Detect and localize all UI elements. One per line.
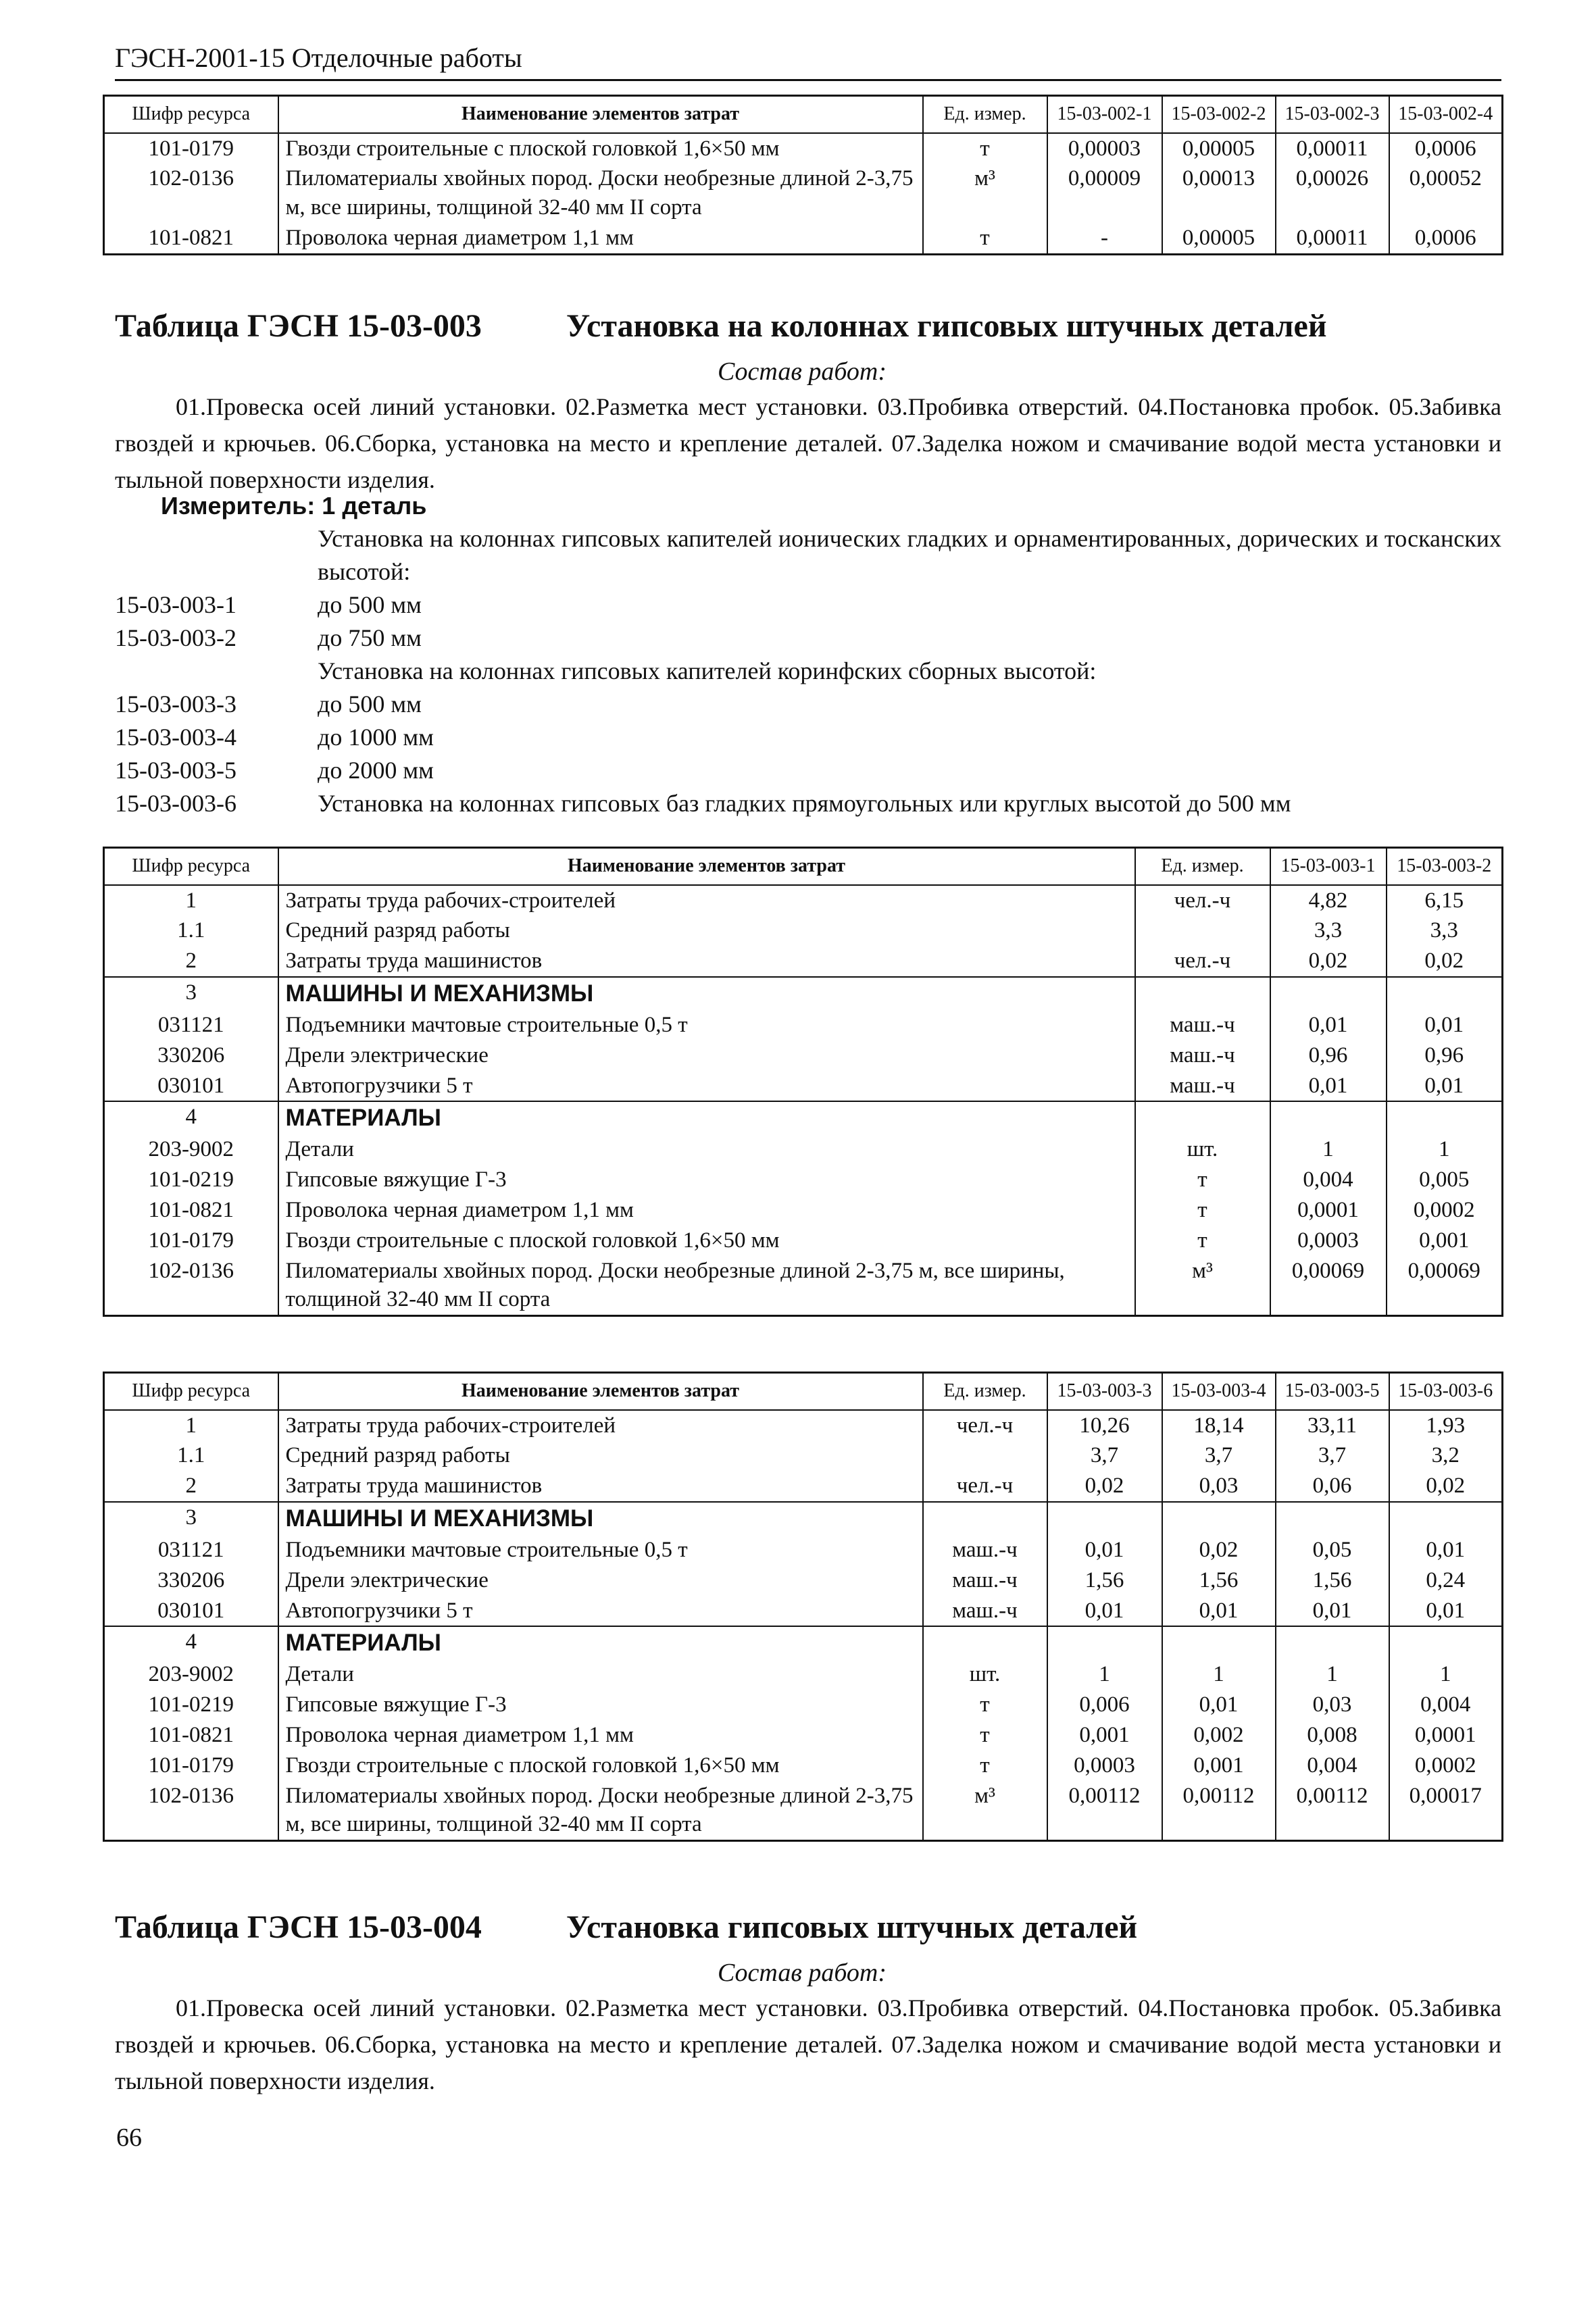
column-header: Ед. измер. bbox=[1135, 848, 1270, 885]
resource-name: Средний разряд работы bbox=[278, 1440, 923, 1471]
resource-table-15-03-002 bbox=[103, 95, 1503, 255]
norm-value bbox=[1270, 1101, 1387, 1134]
table-row bbox=[104, 1195, 1503, 1226]
resource-code: 1.1 bbox=[104, 915, 278, 946]
unit: чел.-ч bbox=[1135, 946, 1270, 977]
unit: т bbox=[1135, 1195, 1270, 1226]
norm-value: 0,02 bbox=[1047, 1471, 1162, 1502]
resource-code: 1 bbox=[104, 1410, 278, 1441]
norm-value: 0,00011 bbox=[1276, 223, 1389, 254]
resource-name: Затраты труда рабочих-строителей bbox=[278, 1410, 923, 1441]
norm-value: 1,56 bbox=[1047, 1565, 1162, 1596]
column-header: Шифр ресурса bbox=[104, 96, 278, 133]
norm-value: 0,001 bbox=[1162, 1751, 1276, 1781]
unit bbox=[1135, 977, 1270, 1010]
resource-name: Дрели электрические bbox=[278, 1040, 1135, 1071]
norm-item bbox=[115, 787, 1501, 820]
norm-value: 18,14 bbox=[1162, 1410, 1276, 1441]
measure-unit: Измеритель: 1 деталь bbox=[161, 492, 427, 520]
norm-item bbox=[115, 588, 1501, 622]
norm-code: 15-03-003-2 bbox=[115, 624, 236, 651]
norm-value: 0,01 bbox=[1389, 1535, 1503, 1565]
resource-code: 4 bbox=[104, 1101, 278, 1134]
work-composition-subtitle: Состав работ: bbox=[717, 357, 887, 386]
norm-value: 0,0003 bbox=[1047, 1751, 1162, 1781]
norm-value: 0,00017 bbox=[1389, 1781, 1503, 1841]
table-label: Таблица ГЭСН 15-03-004 bbox=[115, 1909, 482, 1945]
column-header: Шифр ресурса bbox=[104, 1373, 278, 1410]
norm-code: 15-03-003-6 bbox=[115, 790, 236, 817]
unit: т bbox=[923, 1690, 1047, 1720]
table-row bbox=[104, 946, 1503, 977]
unit: маш.-ч bbox=[1135, 1040, 1270, 1071]
resource-code: 031121 bbox=[104, 1535, 278, 1565]
table-row bbox=[104, 164, 1503, 223]
norm-value: 0,008 bbox=[1276, 1720, 1389, 1751]
resource-name: Гвозди строительные с плоской головкой 1,6×50 мм bbox=[278, 1751, 923, 1781]
norm-value: 0,01 bbox=[1270, 1071, 1387, 1102]
norm-value: 0,05 bbox=[1276, 1535, 1389, 1565]
unit: маш.-ч bbox=[923, 1535, 1047, 1565]
norm-value: 0,00112 bbox=[1162, 1781, 1276, 1841]
work-composition-text: 01.Провеска осей линий установки. 02.Разметка мест установки. 03.Пробивка отверстий. 04.Постановка пробок. 05.Забивка гвоздей и крючьев. 06.Сборка, установка на место и крепление деталей. 07.Заделка ножом и смачивание водой места установки и тыльной поверхности изделия. bbox=[115, 1994, 1501, 2094]
resource-code: 2 bbox=[104, 1471, 278, 1502]
resource-name: Подъемники мачтовые строительные 0,5 т bbox=[278, 1010, 1135, 1040]
norm-value: 0,00069 bbox=[1270, 1256, 1387, 1316]
norm-description: до 2000 мм bbox=[318, 757, 434, 784]
table-title-15-03-003 bbox=[115, 307, 1326, 345]
column-header: Ед. измер. bbox=[923, 96, 1047, 133]
norm-value: 0,00052 bbox=[1389, 164, 1503, 223]
table-row bbox=[104, 223, 1503, 254]
section-title: МАТЕРИАЛЫ bbox=[278, 1626, 923, 1659]
unit: чел.-ч bbox=[923, 1410, 1047, 1441]
column-header: 15-03-003-1 bbox=[1270, 848, 1387, 885]
column-header: 15-03-002-2 bbox=[1162, 96, 1276, 133]
norm-value bbox=[1270, 977, 1387, 1010]
resource-name: Затраты труда машинистов bbox=[278, 1471, 923, 1502]
norm-code bbox=[115, 522, 318, 588]
norm-value: 0,004 bbox=[1276, 1751, 1389, 1781]
unit: т bbox=[1135, 1226, 1270, 1256]
table-row bbox=[104, 1410, 1503, 1441]
norm-value: 33,11 bbox=[1276, 1410, 1389, 1441]
norm-description: Установка на колоннах гипсовых баз гладких прямоугольных или круглых высотой до 500 мм bbox=[318, 790, 1291, 817]
norm-value: 0,00009 bbox=[1047, 164, 1162, 223]
resource-name: Затраты труда машинистов bbox=[278, 946, 1135, 977]
norm-value: 0,96 bbox=[1270, 1040, 1387, 1071]
norm-value: 0,0002 bbox=[1387, 1195, 1503, 1226]
table-row bbox=[104, 1690, 1503, 1720]
unit bbox=[923, 1440, 1047, 1471]
unit: т bbox=[923, 133, 1047, 164]
norm-value: 3,3 bbox=[1270, 915, 1387, 946]
norm-value: 1,56 bbox=[1276, 1565, 1389, 1596]
norm-item bbox=[115, 522, 1501, 588]
unit bbox=[1135, 1101, 1270, 1134]
column-header: 15-03-003-3 bbox=[1047, 1373, 1162, 1410]
norm-value: 0,01 bbox=[1387, 1071, 1503, 1102]
resource-code: 101-0219 bbox=[104, 1690, 278, 1720]
norm-value: 0,00005 bbox=[1162, 223, 1276, 254]
table-row bbox=[104, 1040, 1503, 1071]
norm-value: 0,02 bbox=[1389, 1471, 1503, 1502]
norm-value: 4,82 bbox=[1270, 885, 1387, 916]
table-header-row bbox=[104, 848, 1503, 885]
column-header: 15-03-002-3 bbox=[1276, 96, 1389, 133]
table-label: Таблица ГЭСН 15-03-003 bbox=[115, 308, 482, 344]
resource-code: 101-0179 bbox=[104, 133, 278, 164]
norm-value: 0,004 bbox=[1389, 1690, 1503, 1720]
norm-value: 0,01 bbox=[1047, 1596, 1162, 1627]
unit bbox=[923, 1626, 1047, 1659]
resource-code: 203-9002 bbox=[104, 1134, 278, 1165]
norm-code: 15-03-003-3 bbox=[115, 690, 236, 718]
norm-value bbox=[1162, 1502, 1276, 1535]
norm-description: Установка на колоннах гипсовых капителей коринфских сборных высотой: bbox=[318, 657, 1097, 684]
norm-description: до 500 мм bbox=[318, 591, 422, 618]
resource-code: 3 bbox=[104, 977, 278, 1010]
section-row bbox=[104, 977, 1503, 1010]
table-header-row bbox=[104, 1373, 1503, 1410]
table-heading: Установка на колоннах гипсовых штучных деталей bbox=[566, 308, 1327, 344]
section-row bbox=[104, 1502, 1503, 1535]
resource-code: 031121 bbox=[104, 1010, 278, 1040]
column-header: 15-03-003-2 bbox=[1387, 848, 1503, 885]
norm-value: 10,26 bbox=[1047, 1410, 1162, 1441]
norm-value: 0,02 bbox=[1387, 946, 1503, 977]
table-row bbox=[104, 1535, 1503, 1565]
resource-code: 1 bbox=[104, 885, 278, 916]
table-row bbox=[104, 1596, 1503, 1627]
norm-value bbox=[1276, 1626, 1389, 1659]
norm-code: 15-03-003-4 bbox=[115, 724, 236, 751]
resource-name: Автопогрузчики 5 т bbox=[278, 1596, 923, 1627]
section-row bbox=[104, 1101, 1503, 1134]
resource-name: Средний разряд работы bbox=[278, 915, 1135, 946]
norm-value: 0,004 bbox=[1270, 1165, 1387, 1195]
resource-name: Проволока черная диаметром 1,1 мм bbox=[278, 223, 923, 254]
norm-value bbox=[1389, 1626, 1503, 1659]
norm-value: 0,02 bbox=[1162, 1535, 1276, 1565]
unit: т bbox=[923, 223, 1047, 254]
column-header: Ед. измер. bbox=[923, 1373, 1047, 1410]
norm-value bbox=[1276, 1502, 1389, 1535]
resource-name: Гвозди строительные с плоской головкой 1,6×50 мм bbox=[278, 133, 923, 164]
norm-code: 15-03-003-1 bbox=[115, 591, 236, 618]
column-header: 15-03-002-4 bbox=[1389, 96, 1503, 133]
column-header: Наименование элементов затрат bbox=[278, 848, 1135, 885]
column-header: 15-03-002-1 bbox=[1047, 96, 1162, 133]
resource-name: Пиломатериалы хвойных пород. Доски необрезные длиной 2-3,75 м, все ширины, толщиной 32-40 мм II сорта bbox=[278, 164, 923, 223]
unit: маш.-ч bbox=[923, 1596, 1047, 1627]
norm-item bbox=[115, 622, 1501, 655]
norm-value: 0,06 bbox=[1276, 1471, 1389, 1502]
norm-value: 1 bbox=[1387, 1134, 1503, 1165]
norm-value: 3,7 bbox=[1047, 1440, 1162, 1471]
resource-name: Затраты труда рабочих-строителей bbox=[278, 885, 1135, 916]
norm-item bbox=[115, 721, 1501, 754]
norm-value: 0,00013 bbox=[1162, 164, 1276, 223]
resource-name: Детали bbox=[278, 1134, 1135, 1165]
norm-description: до 1000 мм bbox=[318, 724, 434, 751]
column-header: 15-03-003-6 bbox=[1389, 1373, 1503, 1410]
norm-value: 0,006 bbox=[1047, 1690, 1162, 1720]
table-row bbox=[104, 915, 1503, 946]
norm-value bbox=[1047, 1626, 1162, 1659]
section-title: МАТЕРИАЛЫ bbox=[278, 1101, 1135, 1134]
norm-code: 15-03-003-5 bbox=[115, 757, 236, 784]
work-composition-text: 01.Провеска осей линий установки. 02.Разметка мест установки. 03.Пробивка отверстий. 04.Постановка пробок. 05.Забивка гвоздей и крючьев. 06.Сборка, установка на место и крепление деталей. 07.Заделка ножом и смачивание водой места установки и тыльной поверхности изделия. bbox=[115, 393, 1501, 493]
table-header-row bbox=[104, 96, 1503, 133]
resource-name: Автопогрузчики 5 т bbox=[278, 1071, 1135, 1102]
norm-value: 3,7 bbox=[1162, 1440, 1276, 1471]
norm-value: 1,56 bbox=[1162, 1565, 1276, 1596]
resource-name: Проволока черная диаметром 1,1 мм bbox=[278, 1195, 1135, 1226]
norm-item bbox=[115, 754, 1501, 787]
norm-value: 0,0001 bbox=[1270, 1195, 1387, 1226]
table-row bbox=[104, 1134, 1503, 1165]
resource-code: 101-0219 bbox=[104, 1165, 278, 1195]
resource-name: Проволока черная диаметром 1,1 мм bbox=[278, 1720, 923, 1751]
section-title: МАШИНЫ И МЕХАНИЗМЫ bbox=[278, 977, 1135, 1010]
unit: шт. bbox=[923, 1659, 1047, 1690]
norm-value: 0,96 bbox=[1387, 1040, 1503, 1071]
norm-value: 0,0006 bbox=[1389, 223, 1503, 254]
resource-name: Гипсовые вяжущие Г-3 bbox=[278, 1690, 923, 1720]
norm-value bbox=[1162, 1626, 1276, 1659]
norm-description: до 750 мм bbox=[318, 624, 422, 651]
norm-value: 0,01 bbox=[1276, 1596, 1389, 1627]
table-row bbox=[104, 1781, 1503, 1841]
resource-code: 102-0136 bbox=[104, 1781, 278, 1841]
resource-table-15-03-003-b bbox=[103, 1372, 1503, 1842]
norm-item bbox=[115, 688, 1501, 721]
norm-value bbox=[1387, 1101, 1503, 1134]
resource-code: 030101 bbox=[104, 1071, 278, 1102]
column-header: 15-03-003-4 bbox=[1162, 1373, 1276, 1410]
resource-table-15-03-003-a bbox=[103, 847, 1503, 1317]
norm-value: 6,15 bbox=[1387, 885, 1503, 916]
resource-code: 203-9002 bbox=[104, 1659, 278, 1690]
resource-name: Пиломатериалы хвойных пород. Доски необрезные длиной 2-3,75 м, все ширины, толщиной 32-40 мм II сорта bbox=[278, 1781, 923, 1841]
resource-code: 3 bbox=[104, 1502, 278, 1535]
unit: маш.-ч bbox=[1135, 1010, 1270, 1040]
norm-value: 0,01 bbox=[1270, 1010, 1387, 1040]
table-row bbox=[104, 1659, 1503, 1690]
column-header: Шифр ресурса bbox=[104, 848, 278, 885]
norm-code bbox=[115, 655, 318, 688]
column-header: Наименование элементов затрат bbox=[278, 1373, 923, 1410]
norm-value: 0,03 bbox=[1162, 1471, 1276, 1502]
unit bbox=[923, 1502, 1047, 1535]
resource-code: 2 bbox=[104, 946, 278, 977]
norm-value: 0,005 bbox=[1387, 1165, 1503, 1195]
unit: чел.-ч bbox=[1135, 885, 1270, 916]
norm-value: 3,3 bbox=[1387, 915, 1503, 946]
norm-items-list bbox=[115, 522, 1501, 820]
unit bbox=[1135, 915, 1270, 946]
norm-value: 0,0002 bbox=[1389, 1751, 1503, 1781]
resource-name: Гипсовые вяжущие Г-3 bbox=[278, 1165, 1135, 1195]
resource-code: 102-0136 bbox=[104, 164, 278, 223]
resource-code: 101-0821 bbox=[104, 223, 278, 254]
resource-name: Пиломатериалы хвойных пород. Доски необрезные длиной 2-3,75 м, все ширины, толщиной 32-40 мм II сорта bbox=[278, 1256, 1135, 1316]
norm-value: 0,001 bbox=[1387, 1226, 1503, 1256]
unit: маш.-ч bbox=[923, 1565, 1047, 1596]
table-row bbox=[104, 1165, 1503, 1195]
resource-code: 102-0136 bbox=[104, 1256, 278, 1316]
page-header: ГЭСН-2001-15 Отделочные работы bbox=[115, 42, 1501, 81]
table-row bbox=[104, 1440, 1503, 1471]
norm-value: 0,00026 bbox=[1276, 164, 1389, 223]
norm-value: 0,00112 bbox=[1276, 1781, 1389, 1841]
resource-code: 330206 bbox=[104, 1040, 278, 1071]
column-header: Наименование элементов затрат bbox=[278, 96, 923, 133]
norm-value: 1 bbox=[1162, 1659, 1276, 1690]
table-row bbox=[104, 1720, 1503, 1751]
norm-value: 0,00003 bbox=[1047, 133, 1162, 164]
norm-value: 0,01 bbox=[1389, 1596, 1503, 1627]
norm-value: 1 bbox=[1047, 1659, 1162, 1690]
norm-value: 0,0006 bbox=[1389, 133, 1503, 164]
work-composition-subtitle: Состав работ: bbox=[717, 1959, 887, 1987]
norm-value: 0,00069 bbox=[1387, 1256, 1503, 1316]
norm-value: 1 bbox=[1389, 1659, 1503, 1690]
table-heading: Установка гипсовых штучных деталей bbox=[566, 1909, 1138, 1945]
norm-value bbox=[1389, 1502, 1503, 1535]
unit: т bbox=[923, 1720, 1047, 1751]
resource-code: 101-0821 bbox=[104, 1720, 278, 1751]
norm-value: 0,0003 bbox=[1270, 1226, 1387, 1256]
unit: м³ bbox=[923, 164, 1047, 223]
table-row bbox=[104, 1226, 1503, 1256]
norm-value: 1 bbox=[1270, 1134, 1387, 1165]
table-row bbox=[104, 1471, 1503, 1502]
norm-value: 0,01 bbox=[1162, 1690, 1276, 1720]
norm-value: 0,03 bbox=[1276, 1690, 1389, 1720]
norm-value bbox=[1387, 977, 1503, 1010]
norm-value: 3,2 bbox=[1389, 1440, 1503, 1471]
norm-description: Установка на колоннах гипсовых капителей ионических гладких и орнаментированных, дорических и тосканских высотой: bbox=[318, 525, 1501, 585]
norm-value: 0,002 bbox=[1162, 1720, 1276, 1751]
norm-value: 0,01 bbox=[1047, 1535, 1162, 1565]
unit: т bbox=[1135, 1165, 1270, 1195]
section-title: МАШИНЫ И МЕХАНИЗМЫ bbox=[278, 1502, 923, 1535]
table-row bbox=[104, 1565, 1503, 1596]
table-title-15-03-004 bbox=[115, 1909, 1137, 1946]
unit: м³ bbox=[923, 1781, 1047, 1841]
norm-value: 1,93 bbox=[1389, 1410, 1503, 1441]
page-number: 66 bbox=[116, 2123, 142, 2152]
norm-item bbox=[115, 655, 1501, 688]
norm-value: 0,01 bbox=[1162, 1596, 1276, 1627]
norm-value: 0,00011 bbox=[1276, 133, 1389, 164]
unit: м³ bbox=[1135, 1256, 1270, 1316]
norm-description: до 500 мм bbox=[318, 690, 422, 718]
column-header: 15-03-003-5 bbox=[1276, 1373, 1389, 1410]
norm-value bbox=[1047, 1502, 1162, 1535]
section-row bbox=[104, 1626, 1503, 1659]
norm-value: 0,01 bbox=[1387, 1010, 1503, 1040]
table-row bbox=[104, 1071, 1503, 1102]
resource-name: Подъемники мачтовые строительные 0,5 т bbox=[278, 1535, 923, 1565]
table-row bbox=[104, 885, 1503, 916]
unit: т bbox=[923, 1751, 1047, 1781]
unit: шт. bbox=[1135, 1134, 1270, 1165]
norm-value: 1 bbox=[1276, 1659, 1389, 1690]
resource-code: 330206 bbox=[104, 1565, 278, 1596]
norm-value: 0,0001 bbox=[1389, 1720, 1503, 1751]
norm-value: 0,00112 bbox=[1047, 1781, 1162, 1841]
table-row bbox=[104, 1010, 1503, 1040]
resource-name: Детали bbox=[278, 1659, 923, 1690]
resource-code: 030101 bbox=[104, 1596, 278, 1627]
unit: чел.-ч bbox=[923, 1471, 1047, 1502]
table-row bbox=[104, 1751, 1503, 1781]
table-row bbox=[104, 1256, 1503, 1316]
table-row bbox=[104, 133, 1503, 164]
norm-value: - bbox=[1047, 223, 1162, 254]
resource-code: 101-0179 bbox=[104, 1226, 278, 1256]
norm-value: 0,02 bbox=[1270, 946, 1387, 977]
norm-value: 3,7 bbox=[1276, 1440, 1389, 1471]
resource-code: 101-0821 bbox=[104, 1195, 278, 1226]
resource-code: 4 bbox=[104, 1626, 278, 1659]
norm-value: 0,00005 bbox=[1162, 133, 1276, 164]
resource-name: Гвозди строительные с плоской головкой 1,6×50 мм bbox=[278, 1226, 1135, 1256]
resource-code: 101-0179 bbox=[104, 1751, 278, 1781]
norm-value: 0,001 bbox=[1047, 1720, 1162, 1751]
resource-code: 1.1 bbox=[104, 1440, 278, 1471]
norm-value: 0,24 bbox=[1389, 1565, 1503, 1596]
unit: маш.-ч bbox=[1135, 1071, 1270, 1102]
resource-name: Дрели электрические bbox=[278, 1565, 923, 1596]
